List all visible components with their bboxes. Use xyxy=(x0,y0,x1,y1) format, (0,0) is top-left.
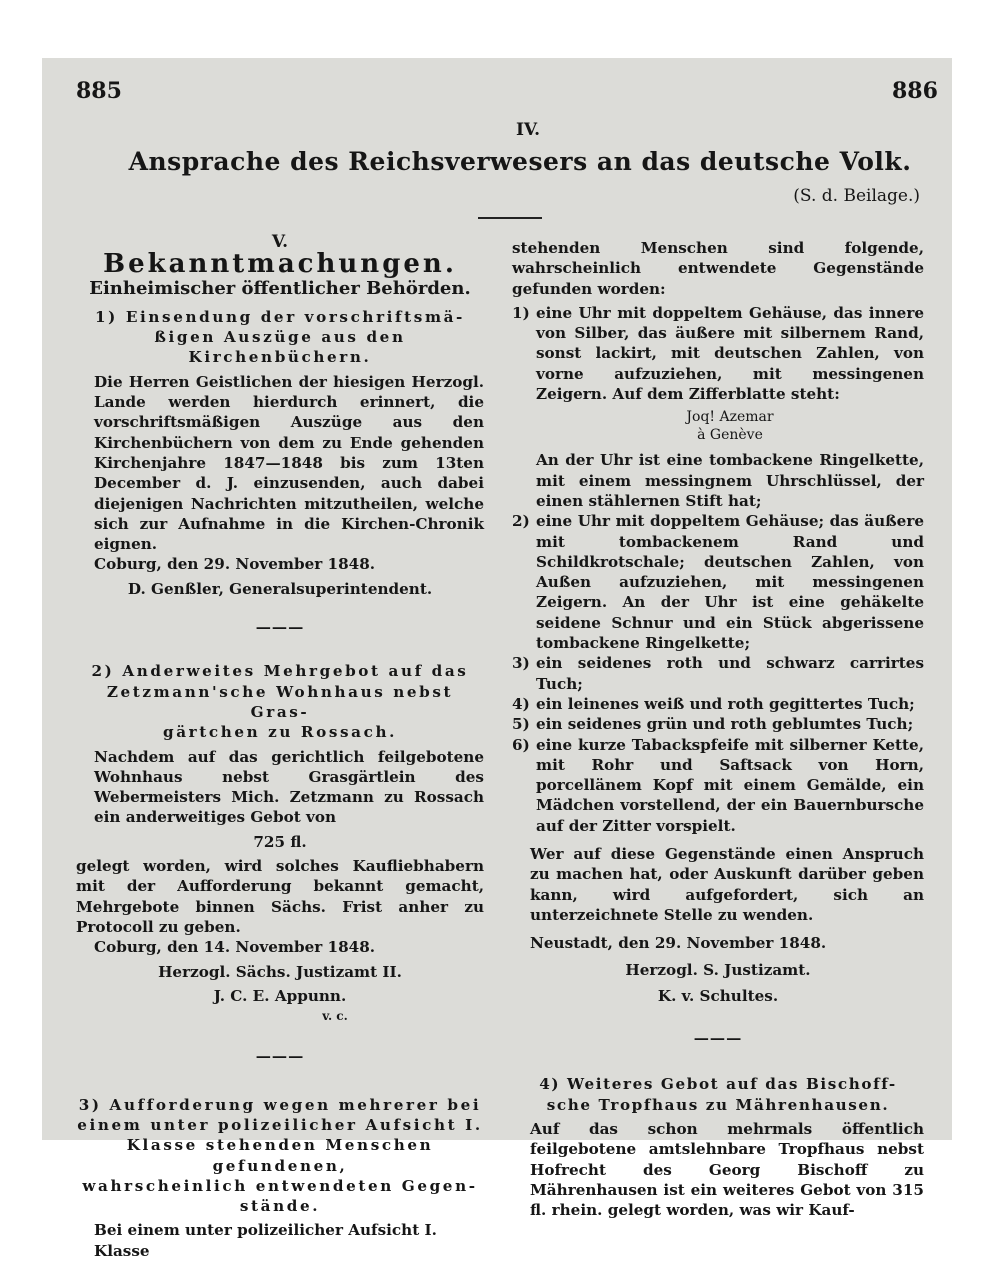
item-number: 3) xyxy=(512,654,530,673)
list-item xyxy=(512,694,924,714)
right-column xyxy=(512,238,924,1220)
notice2-vc: v. c. xyxy=(322,1009,348,1024)
subsection-title: Einheimischer öffentlicher Behörden. xyxy=(89,277,471,299)
right-date: Neustadt, den 29. November 1848. xyxy=(530,934,827,953)
notice3-body-start: Bei einem unter polizeilicher Aufsicht I. Klasse xyxy=(94,1221,437,1260)
list-item xyxy=(512,653,924,694)
notice2-date: Coburg, den 14. November 1848. xyxy=(94,938,376,957)
section-iv-title: Ansprache des Reichsverwesers an das deutsche Volk. xyxy=(128,147,912,176)
page-number-right: 886 xyxy=(892,78,938,104)
notice2-authority: Herzogl. Sächs. Justizamt II. xyxy=(158,962,402,981)
notice4-heading-line: 4) Weiteres Gebot auf das Bischoff- xyxy=(539,1075,897,1094)
watch-inscription-line: à Genève xyxy=(697,427,763,444)
notice1-heading-line: 1) Einsendung der vorschriftsmä- xyxy=(95,307,465,326)
item-number: 6) xyxy=(512,735,530,754)
section-iv-note: (S. d. Beilage.) xyxy=(793,186,920,206)
notice1-signature: D. Genßler, Generalsuperintendent. xyxy=(127,579,433,598)
notice1-date: Coburg, den 29. November 1848. xyxy=(94,555,376,574)
right-closing: Wer auf diese Gegenstände einen Anspruch zu machen hat, oder Auskunft darüber geben kann, wird aufgefordert, sich an unterzeichnete Stelle zu wenden. xyxy=(530,845,924,924)
list-item xyxy=(512,714,924,734)
item-number: 2) xyxy=(512,512,530,531)
right-signature: K. v. Schultes. xyxy=(657,986,779,1005)
notice2-heading-line: Zetzmann'sche Wohnhaus nebst Gras- xyxy=(106,682,454,721)
notice4-body: Auf das schon mehrmals öffentlich feilgebotene amtslehnbare Tropfhaus nebst Hofrecht des Georg Bischoff zu Mährenhausen ist ein weiteres Gebot von 315 fl. rhein. gelegt worden, was wir Kauf- xyxy=(530,1119,924,1220)
item1-text-after: An der Uhr ist eine tombackene Ringelkette, mit einem messingnem Uhrschlüssel, der einen stählernen Stift hat; xyxy=(536,451,924,510)
list-item xyxy=(512,303,924,404)
item-text: eine Uhr mit doppeltem Gehäuse, das innere von Silber, das äußere mit silbernem Rand, sonst lackirt, mit deutschen Zahlen, von vorne aufzuziehen, mit messingenen Zeigern. Auf dem Zifferblatte steht: xyxy=(536,303,924,404)
list-item xyxy=(512,735,924,836)
notice2-heading-line: 2) Anderweites Mehrgebot auf das xyxy=(91,662,469,681)
item-number: 4) xyxy=(512,694,530,713)
notice3-heading-line: einem unter polizeilicher Aufsicht I. xyxy=(77,1115,483,1134)
right-authority: Herzogl. S. Justizamt. xyxy=(625,960,811,979)
item-text: ein seidenes roth und schwarz carrirtes Tuch; xyxy=(536,654,924,693)
list-item xyxy=(512,511,924,653)
notice4-heading-line: sche Tropfhaus zu Mährenhausen. xyxy=(546,1095,890,1114)
item-number: 1) xyxy=(512,303,530,322)
notice2-body: Nachdem auf das gerichtlich feilgebotene Wohnhaus nebst Grasgärtlein des Webermeisters Mich. Zetzmann zu Rossach ein anderweitiges Gebot von xyxy=(94,747,484,827)
notice2-divider: ——— xyxy=(255,1047,305,1066)
notice2-heading-line: gärtchen zu Rossach. xyxy=(163,723,397,742)
notice2-signature: J. C. E. Appunn. xyxy=(213,986,347,1005)
item-text: eine kurze Tabackspfeife mit silberner Kette, mit Rohr und Saftsack von Horn, porcellänem Kopf mit einem Gemälde, ein Mädchen vorstellend, der ein Bauernbursche auf der Zitter vorspielt. xyxy=(536,735,924,835)
left-column xyxy=(76,232,484,1261)
notice3-heading-line: wahrscheinlich entwendeten Gegen- xyxy=(82,1176,478,1195)
notice3-heading-line: Klasse stehenden Menschen gefundenen, xyxy=(126,1136,434,1175)
notice1-body: Die Herren Geistlichen der hiesigen Herzogl. Lande werden hierdurch erinnert, die vorschriftsmäßigen Auszüge aus den Kirchenbüchern von dem zu Ende gehenden Kirchenjahre 1847—1848 bis zum 13ten December d. J. einzusenden, auch dabei diejenigen Nachrichten mitzutheilen, welche sich zur Aufnahme in die Kirchen-Chronik eignen. xyxy=(94,372,484,554)
notice1-divider: ——— xyxy=(255,618,305,637)
notice3-heading-line: 3) Aufforderung wegen mehrerer bei xyxy=(78,1095,482,1114)
item-text: eine Uhr mit doppeltem Gehäuse; das äußere mit tombackenem Rand und Schildkrotschale; deutschen Zahlen, von Außen aufzuziehen, mit messingenen Zeigern. An der Uhr ist eine gehäkelte seidene Schnur und ein Stück abgerissene tombackene Ringelkette; xyxy=(536,512,924,653)
page-number-left: 885 xyxy=(76,78,122,104)
watch-inscription-line: Joq! Azemar xyxy=(686,409,774,426)
right-divider: ——— xyxy=(693,1029,743,1048)
notice2-body2: gelegt worden, wird solches Kaufliebhabern mit der Aufforderung bekannt gemacht, Mehrgebote binnen Sächs. Frist anher zu Protocoll zu geben. xyxy=(76,857,484,936)
notice1-heading-line: ßigen Auszüge aus den Kirchenbüchern. xyxy=(154,328,406,367)
right-intro: stehenden Menschen sind folgende, wahrscheinlich entwendete Gegenstände gefunden worden: xyxy=(512,239,924,298)
section-divider xyxy=(478,217,542,219)
item-text: ein seidenes grün und roth geblumtes Tuch; xyxy=(536,715,914,734)
section-v-numeral: V. xyxy=(271,232,289,252)
section-iv-numeral: IV. xyxy=(515,120,541,140)
item-number: 5) xyxy=(512,715,530,734)
notice2-amount: 725 fl. xyxy=(253,832,307,851)
notice3-heading-line: stände. xyxy=(239,1197,321,1216)
item-text: ein leinenes weiß und roth gegittertes Tuch; xyxy=(536,694,915,713)
section-v-title: Bekanntmachungen. xyxy=(103,249,457,280)
